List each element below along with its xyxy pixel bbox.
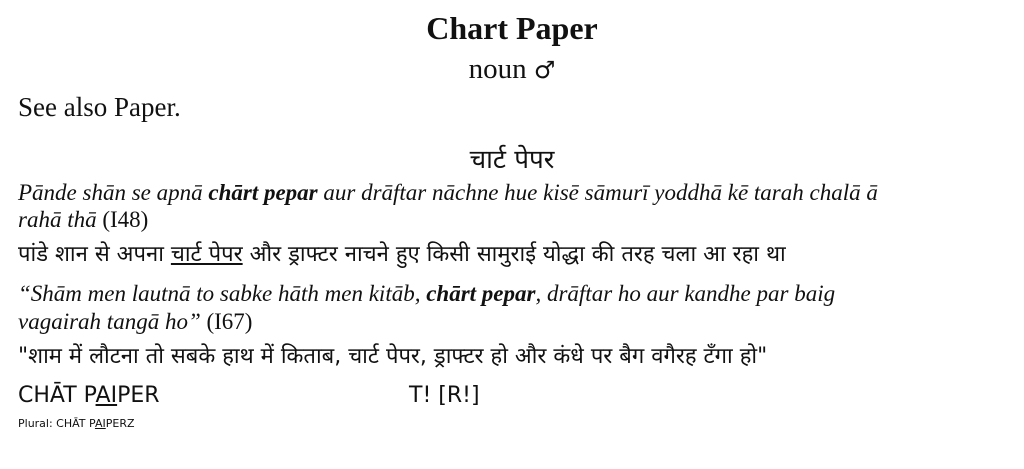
ex1-translit-pre: Pānde shān se apnā — [18, 180, 209, 205]
ex1-dev-underlined: चार्ट पेपर — [170, 242, 243, 267]
ex2-translit-l2: vagairah tangā ho” — [18, 309, 201, 334]
pos-label: noun — [468, 53, 527, 85]
see-also-note: See also Paper. — [18, 92, 181, 122]
headword: Chart Paper — [426, 10, 598, 46]
plural-stress: AI — [94, 417, 106, 430]
pronunciation — [18, 383, 160, 408]
ex1-dev-post: और ड्राफ्टर नाचने हुए किसी सामुराई योद्धा की तरह चला आ रहा था — [242, 242, 786, 267]
plural-post: PERZ — [105, 417, 135, 430]
example-1-transliteration-line-2 — [18, 207, 148, 233]
ex1-translit-post: aur drāftar nāchne hue kisē sāmurī yoddhā kē tarah chalā ā — [317, 180, 878, 205]
ex1-translit-l2: rahā thā — [18, 207, 97, 232]
hindi-headword: चार्ट पेपर — [469, 145, 555, 175]
ex1-reference: (I48) — [96, 207, 149, 232]
ex2-translit-post: , drāftar ho aur kandhe par baig — [535, 281, 836, 306]
example-2-transliteration-line-1 — [18, 281, 835, 307]
example-2-transliteration-line-2 — [18, 309, 252, 335]
example-1-transliteration-line-1 — [18, 180, 878, 206]
ex2-translit-bold: chārt pepar — [426, 281, 536, 306]
ex2-translit-pre: “Shām men lautnā to sabke hāth men kitāb, — [18, 281, 427, 306]
male-gender-icon: ♂ — [533, 56, 556, 84]
ex1-translit-bold: chārt pepar — [208, 180, 318, 205]
ex1-dev-pre: पांडे शान से अपना — [18, 242, 171, 267]
part-of-speech — [0, 53, 1024, 86]
example-1-devanagari — [18, 238, 786, 268]
pronunciation-tone: T! [R!] — [409, 383, 480, 408]
pron-post: PER — [117, 383, 160, 408]
ex2-reference: (I67) — [200, 309, 253, 334]
plural-pre: Plural: CHĀT P — [18, 417, 95, 430]
pron-stress: AI — [95, 383, 118, 408]
plural-form — [18, 417, 135, 430]
example-2-devanagari: "शाम में लौटना तो सबके हाथ में किताब, चार्ट पेपर, ड्राफ्टर हो और कंधे पर बैग वगैरह टँगा हो" — [18, 344, 768, 369]
pron-pre: CHĀT P — [18, 383, 96, 408]
